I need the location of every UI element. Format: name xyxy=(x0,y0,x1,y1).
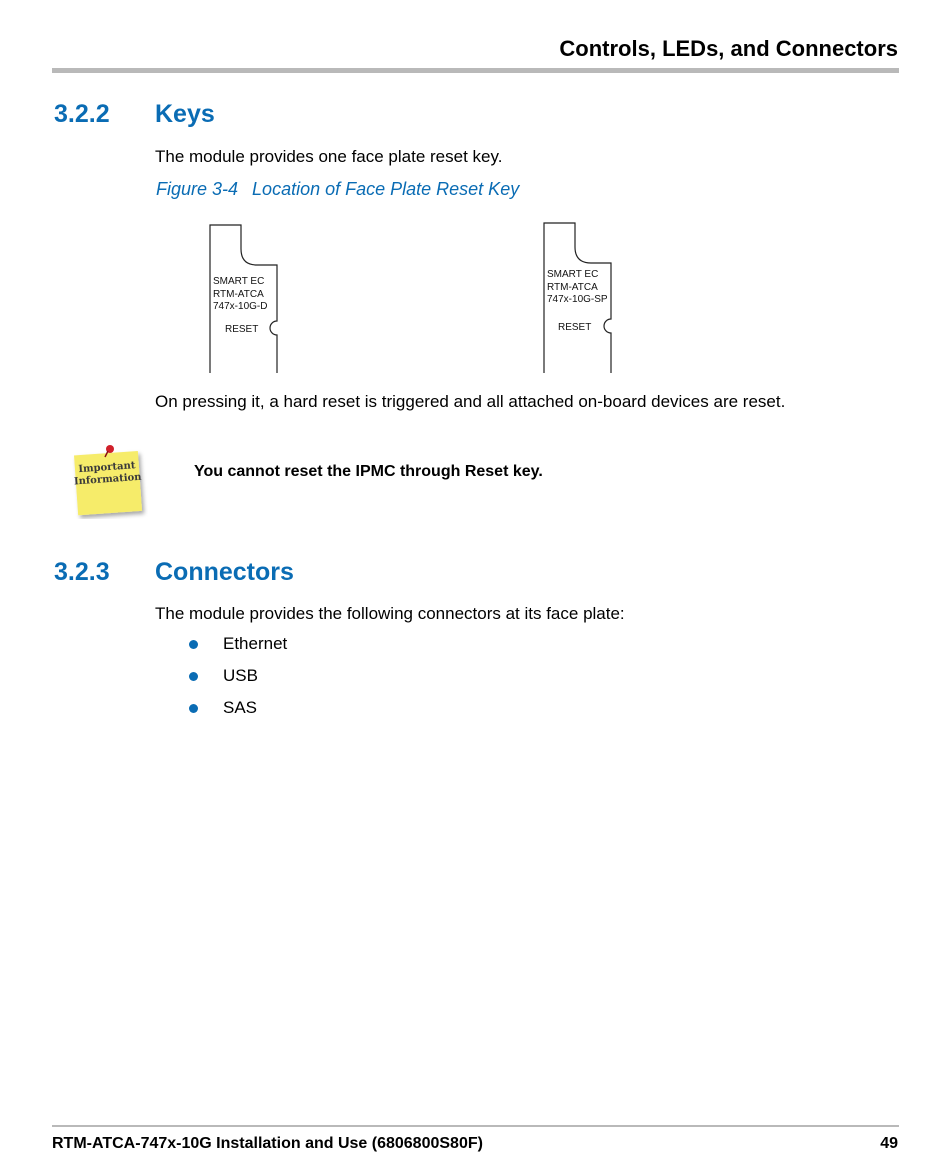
important-note-text: You cannot reset the IPMC through Reset key. xyxy=(194,463,543,480)
reset-key-label: RESET xyxy=(558,322,592,333)
plate-label xyxy=(547,269,608,307)
section-number-connectors: 3.2.3 xyxy=(54,558,110,586)
figure-title: Location of Face Plate Reset Key xyxy=(252,179,520,199)
figure-caption xyxy=(156,179,519,200)
face-plate-sp xyxy=(537,221,617,371)
bullet-icon xyxy=(189,672,198,681)
list-item-label: USB xyxy=(223,666,258,685)
bullet-icon xyxy=(189,704,198,713)
section-title-connectors: Connectors xyxy=(155,558,294,586)
plate-label-line: SMART EC xyxy=(547,269,599,280)
plate-label-line: SMART EC xyxy=(213,276,265,287)
note-icon-text: Information xyxy=(73,471,142,488)
list-item-label: SAS xyxy=(223,698,258,717)
section-title-keys: Keys xyxy=(155,100,215,128)
section-number-keys: 3.2.2 xyxy=(54,100,110,128)
figure-number: Figure 3-4 xyxy=(156,179,239,199)
plate-label-line: RTM-ATCA xyxy=(547,281,598,293)
keys-intro-text: The module provides one face plate reset key. xyxy=(155,147,503,166)
note-icon-text: Important xyxy=(78,460,136,476)
plate-label xyxy=(213,276,267,314)
footer-divider xyxy=(52,1125,899,1127)
connectors-intro-text: The module provides the following connectors at its face plate: xyxy=(155,604,625,623)
plate-label-line: RTM-ATCA xyxy=(213,288,264,300)
reset-key-label: RESET xyxy=(225,324,259,335)
important-information-note-icon xyxy=(72,443,148,519)
footer-document-title: RTM-ATCA-747x-10G Installation and Use (6806800S80F) xyxy=(52,1135,483,1152)
plate-label-line: 747x-10G-D xyxy=(213,301,268,312)
list-item-label: Ethernet xyxy=(223,634,288,653)
face-plate-d xyxy=(203,223,283,373)
bullet-icon xyxy=(189,640,198,649)
page-number: 49 xyxy=(880,1135,898,1152)
header-divider xyxy=(52,68,899,73)
reset-description-text: On pressing it, a hard reset is triggered and all attached on-board devices are reset. xyxy=(155,392,786,411)
running-header-title: Controls, LEDs, and Connectors xyxy=(559,36,898,61)
plate-label-line: 747x-10G-SP xyxy=(547,294,608,305)
